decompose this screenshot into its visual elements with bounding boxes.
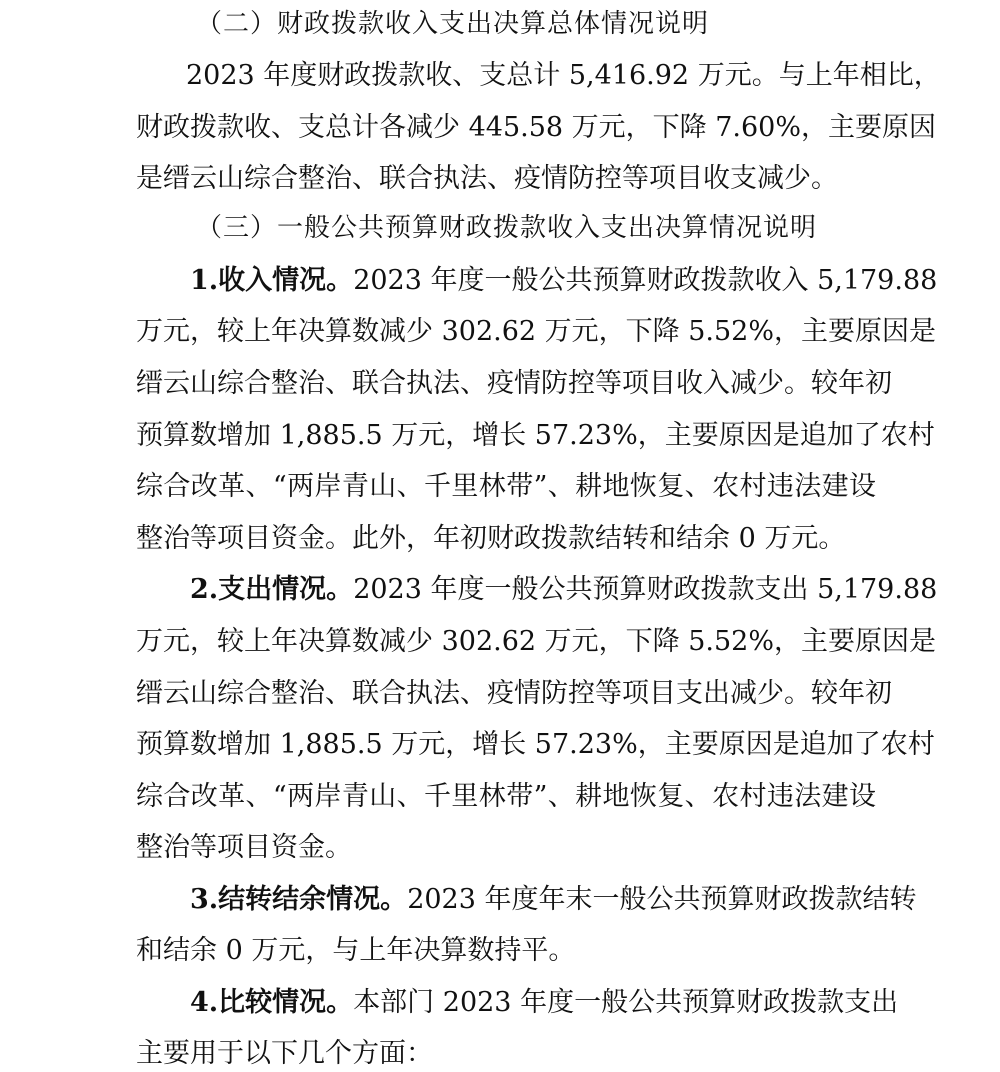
income-line-4: 预算数增加 1,885.5 万元，增长 57.23%，主要原因是追加了农村	[136, 420, 935, 451]
section-2-line-2: 财政拨款收、支总计各减少 445.58 万元，下降 7.60%，主要原因	[136, 112, 936, 143]
expense-line-3: 缙云山综合整治、联合执法、疫情防控等项目支出减少。较年初	[136, 678, 892, 709]
income-first-line-text: 2023 年度一般公共预算财政拨款收入 5,179.88	[353, 265, 938, 296]
income-label: 1.收入情况。	[190, 265, 354, 296]
income-line-6: 整治等项目资金。此外，年初财政拨款结转和结余 0 万元。	[136, 523, 846, 554]
comparison-line-2: 主要用于以下几个方面：	[136, 1038, 433, 1069]
comparison-paragraph-first-line	[190, 985, 899, 1021]
section-2-line-3: 是缙云山综合整治、联合执法、疫情防控等项目收支减少。	[136, 163, 838, 194]
expense-line-5: 综合改革、“两岸青山、千里林带”、耕地恢复、农村违法建设	[136, 781, 876, 812]
section-2-heading: （二）财政拨款收入支出决算总体情况说明	[196, 9, 710, 39]
expense-line-6: 整治等项目资金。	[136, 832, 352, 863]
income-line-2: 万元，较上年决算数减少 302.62 万元，下降 5.52%，主要原因是	[136, 316, 936, 347]
expense-line-2: 万元，较上年决算数减少 302.62 万元，下降 5.52%，主要原因是	[136, 626, 936, 657]
income-paragraph-first-line	[190, 263, 938, 299]
expense-line-4: 预算数增加 1,885.5 万元，增长 57.23%，主要原因是追加了农村	[136, 729, 935, 760]
comparison-label: 4.比较情况。	[190, 987, 354, 1018]
carryover-line-2: 和结余 0 万元，与上年决算数持平。	[136, 935, 576, 966]
carryover-paragraph-first-line	[190, 882, 917, 918]
section-3-heading: （三）一般公共预算财政拨款收入支出决算情况说明	[196, 213, 818, 243]
income-line-3: 缙云山综合整治、联合执法、疫情防控等项目收入减少。较年初	[136, 368, 892, 399]
expense-label: 2.支出情况。	[190, 574, 354, 605]
comparison-first-line-text: 本部门 2023 年度一般公共预算财政拨款支出	[353, 987, 899, 1018]
section-2-line-1: 2023 年度财政拨款收、支总计 5,416.92 万元。与上年相比，	[186, 60, 941, 91]
carryover-first-line-text: 2023 年度年末一般公共预算财政拨款结转	[407, 884, 917, 915]
carryover-label: 3.结转结余情况。	[190, 884, 408, 915]
expense-paragraph-first-line	[190, 572, 938, 608]
income-line-5: 综合改革、“两岸青山、千里林带”、耕地恢复、农村违法建设	[136, 471, 876, 502]
expense-first-line-text: 2023 年度一般公共预算财政拨款支出 5,179.88	[353, 574, 938, 605]
